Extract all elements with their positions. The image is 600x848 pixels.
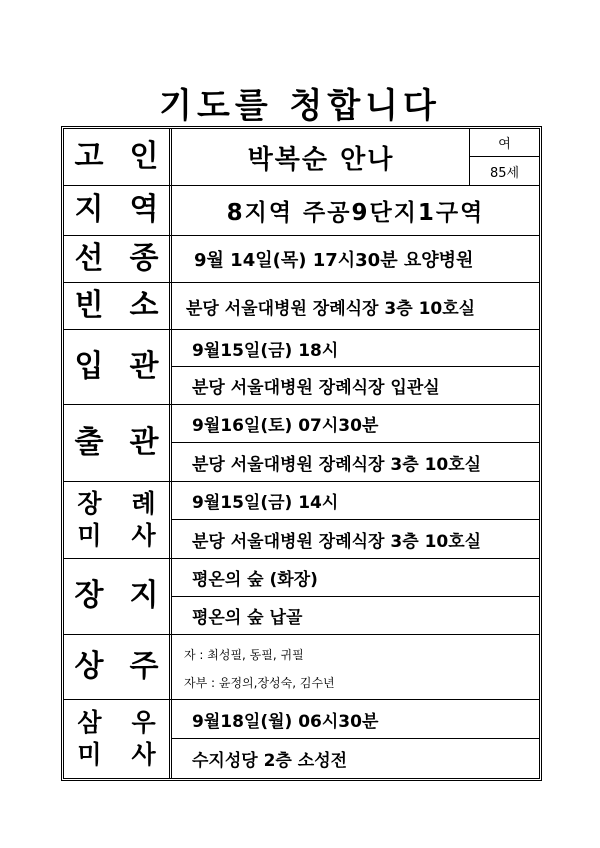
deceased-age: 85세 [489, 165, 520, 181]
row-third-day-mass [64, 700, 539, 778]
row-death [64, 236, 539, 283]
gender-age-box [469, 129, 539, 185]
label-burial: 장지 [64, 559, 172, 634]
label-coffining: 입관 [64, 330, 172, 404]
row-funeral-mass [64, 482, 539, 559]
mourners-sons: 자 : 최성필, 동필, 귀필 [184, 647, 304, 662]
row-departure [64, 405, 539, 482]
departure-time: 9월16일(토) 07시30분 [172, 405, 539, 443]
row-deceased [64, 129, 539, 186]
page-title: 기도를 청합니다 [159, 86, 441, 126]
label-mourners: 상주 [64, 635, 172, 699]
departure-place: 분당 서울대병원 장례식장 3층 10호실 [192, 454, 482, 475]
row-mourners [64, 635, 539, 700]
label-deceased [64, 129, 185, 185]
label-district: 지역 [64, 186, 172, 235]
row-coffining [64, 330, 539, 405]
funeral-mass-place: 분당 서울대병원 장례식장 3층 10호실 [192, 531, 482, 552]
label-deceased-text: 고인 [74, 138, 185, 174]
mourners-daughters-in-law: 자부 : 윤정의,장성숙, 김수년 [184, 675, 335, 690]
label-death: 선종 [64, 236, 172, 282]
row-burial [64, 559, 539, 635]
label-departure: 출관 [64, 405, 172, 481]
third-day-mass-time: 9월18일(월) 06시30분 [172, 700, 539, 739]
coffining-place: 분당 서울대병원 장례식장 입관실 [192, 378, 440, 398]
district-value: 8지역 주공9단지1구역 [226, 200, 485, 226]
deceased-name: 박복순 안나 [247, 144, 395, 175]
burial-line2: 평온의 숲 납골 [192, 607, 303, 628]
coffining-time: 9월15일(금) 18시 [172, 330, 539, 367]
label-funeral-mass: 장례 미사 [64, 482, 172, 558]
row-funeral-home [64, 283, 539, 330]
label-third-day-mass: 삼우 미사 [64, 700, 172, 778]
label-funeral-home: 빈소 [64, 283, 172, 329]
deceased-gender: 여 [470, 129, 539, 157]
funeral-mass-time: 9월15일(금) 14시 [172, 482, 539, 520]
row-district [64, 186, 539, 236]
death-value: 9월 14일(목) 17시30분 요양병원 [194, 250, 474, 271]
third-day-mass-place: 수지성당 2층 소성전 [192, 751, 348, 771]
funeral-home-value: 분당 서울대병원 장례식장 3층 10호실 [186, 298, 476, 319]
burial-line1: 평온의 숲 (화장) [172, 559, 539, 597]
